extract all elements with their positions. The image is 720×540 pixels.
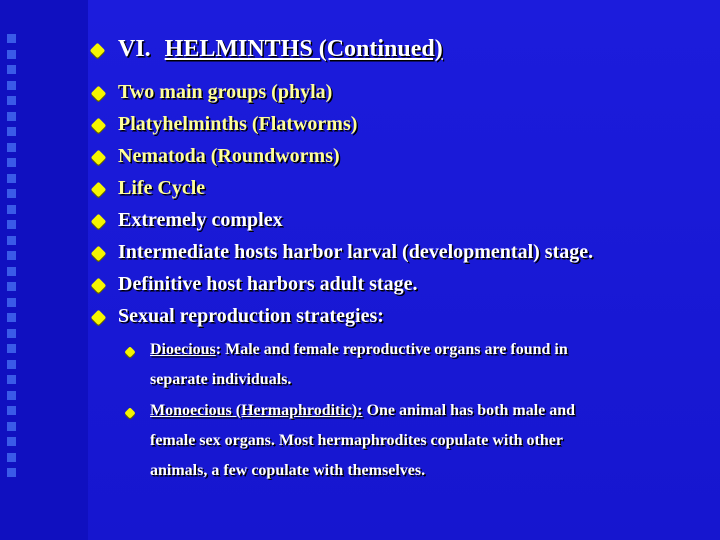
- bullet-icon: [91, 182, 107, 198]
- bullet-text: Two main groups (phyla): [118, 81, 333, 103]
- title-prefix: VI.: [118, 36, 151, 62]
- bullet-text: Definitive host harbors adult stage.: [118, 273, 418, 295]
- bullet-icon: [91, 246, 107, 262]
- slide-title: [118, 36, 443, 63]
- sub-bullet-monoecious: Monoecious (Hermaphroditic): One animal has both male and female sex organs. Most hermaphrodites copulate with other animals, a few copulate with themselves.: [150, 402, 576, 479]
- decorative-squares: [4, 34, 20, 494]
- bullet-text: Intermediate hosts harbor larval (developmental) stage.: [118, 241, 594, 263]
- title-heading: HELMINTHS (Continued): [164, 36, 443, 62]
- bullet-icon: [91, 310, 107, 326]
- bullet-icon: [91, 278, 107, 294]
- sub-bullet-dioecious: Dioecious: Male and female reproductive organs are found in separate individuals.: [150, 341, 568, 388]
- term-dioecious: Dioecious: [150, 341, 216, 358]
- left-decorative-stripe: [0, 0, 88, 540]
- bullet-icon: [91, 118, 107, 134]
- bullet-text: Life Cycle: [118, 177, 206, 199]
- bullet-text: Sexual reproduction strategies:: [118, 305, 384, 327]
- bullet-text: Extremely complex: [118, 209, 283, 231]
- bullet-text: Platyhelminths (Flatworms): [118, 113, 358, 135]
- sub-bullet-icon: [124, 407, 135, 418]
- term-monoecious: Monoecious (Hermaphroditic):: [150, 402, 363, 419]
- bullet-icon: [91, 214, 107, 230]
- sub-bullet-icon: [124, 346, 135, 357]
- bullet-text: Nematoda (Roundworms): [118, 145, 340, 167]
- title-bullet-icon: [90, 43, 106, 59]
- bullet-icon: [91, 150, 107, 166]
- bullet-icon: [91, 86, 107, 102]
